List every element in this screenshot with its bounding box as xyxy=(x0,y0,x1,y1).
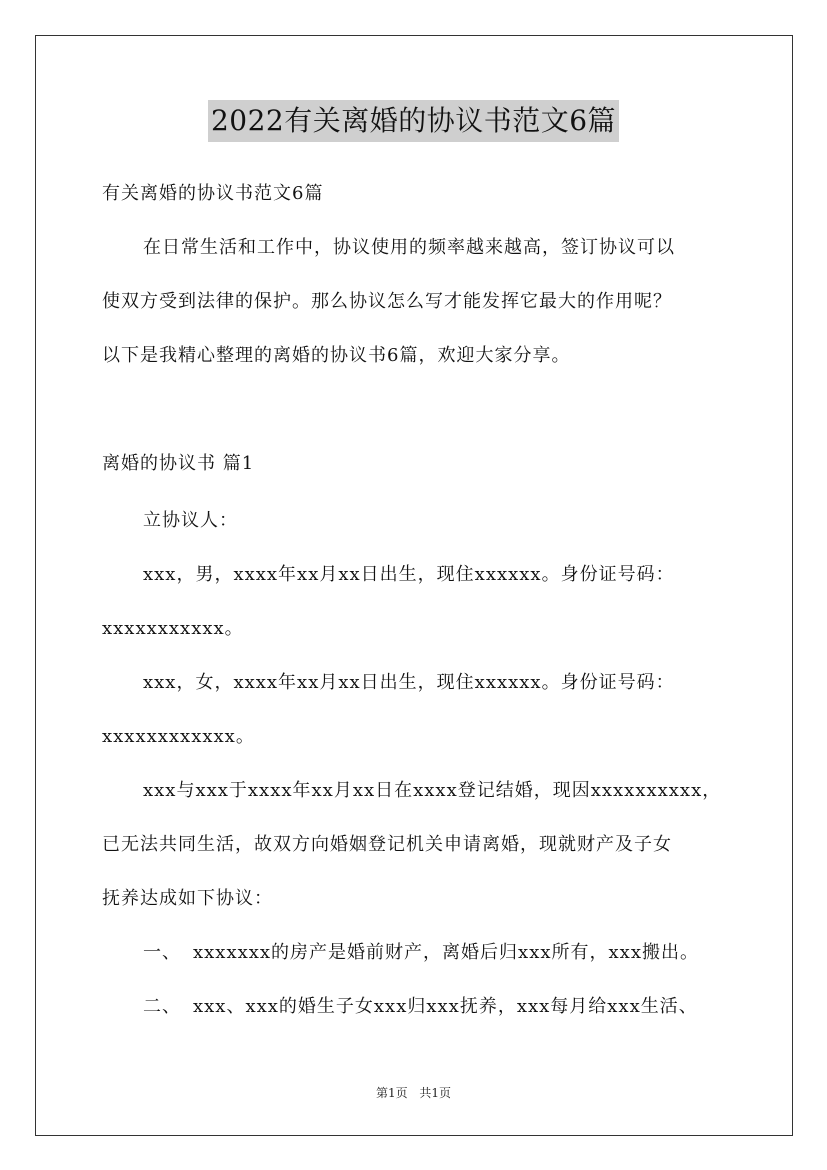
page-number: 第1页 xyxy=(375,1086,408,1100)
title-container xyxy=(0,100,827,142)
party1-line-1: xxx，男，xxxx年xx月xx日出生，现住xxxxxx。身份证号码： xyxy=(143,564,675,585)
intro-line-3: 以下是我精心整理的离婚的协议书6篇，欢迎大家分享。 xyxy=(102,345,571,366)
agreement-item-2 xyxy=(143,994,698,1020)
marriage-line-3: 抚养达成如下协议： xyxy=(102,888,273,909)
marriage-line-2: 已无法共同生活，故双方向婚姻登记机关申请离婚，现就财产及子女 xyxy=(102,834,672,855)
total-pages: 共1页 xyxy=(419,1086,452,1100)
item-1-number: 一、 xyxy=(143,942,181,963)
subtitle: 有关离婚的协议书范文6篇 xyxy=(102,183,324,204)
intro-line-2: 使双方受到法律的保护。那么协议怎么写才能发挥它最大的作用呢？ xyxy=(102,291,672,312)
item-2-text: xxx、xxx的婚生子女xxx归xxx抚养，xxx每月给xxx生活、 xyxy=(193,996,698,1017)
intro-line-1: 在日常生活和工作中，协议使用的频率越来越高，签订协议可以 xyxy=(143,237,675,258)
marriage-line-1: xxx与xxx于xxxx年xx月xx日在xxxx登记结婚，现因xxxxxxxxxx， xyxy=(143,780,722,801)
party2-line-2: xxxxxxxxxxxx。 xyxy=(102,726,255,747)
party1-line-2: xxxxxxxxxxx。 xyxy=(102,618,244,639)
agreement-item-1 xyxy=(143,940,699,966)
party-label: 立协议人： xyxy=(143,510,238,531)
page-footer xyxy=(0,1084,827,1101)
item-2-number: 二、 xyxy=(143,996,181,1017)
party2-line-1: xxx，女，xxxx年xx月xx日出生，现住xxxxxx。身份证号码： xyxy=(143,672,675,693)
document-title: 2022有关离婚的协议书范文6篇 xyxy=(208,100,619,142)
section-heading: 离婚的协议书 篇1 xyxy=(102,453,255,474)
item-1-text: xxxxxxx的房产是婚前财产，离婚后归xxx所有，xxx搬出。 xyxy=(193,942,699,963)
